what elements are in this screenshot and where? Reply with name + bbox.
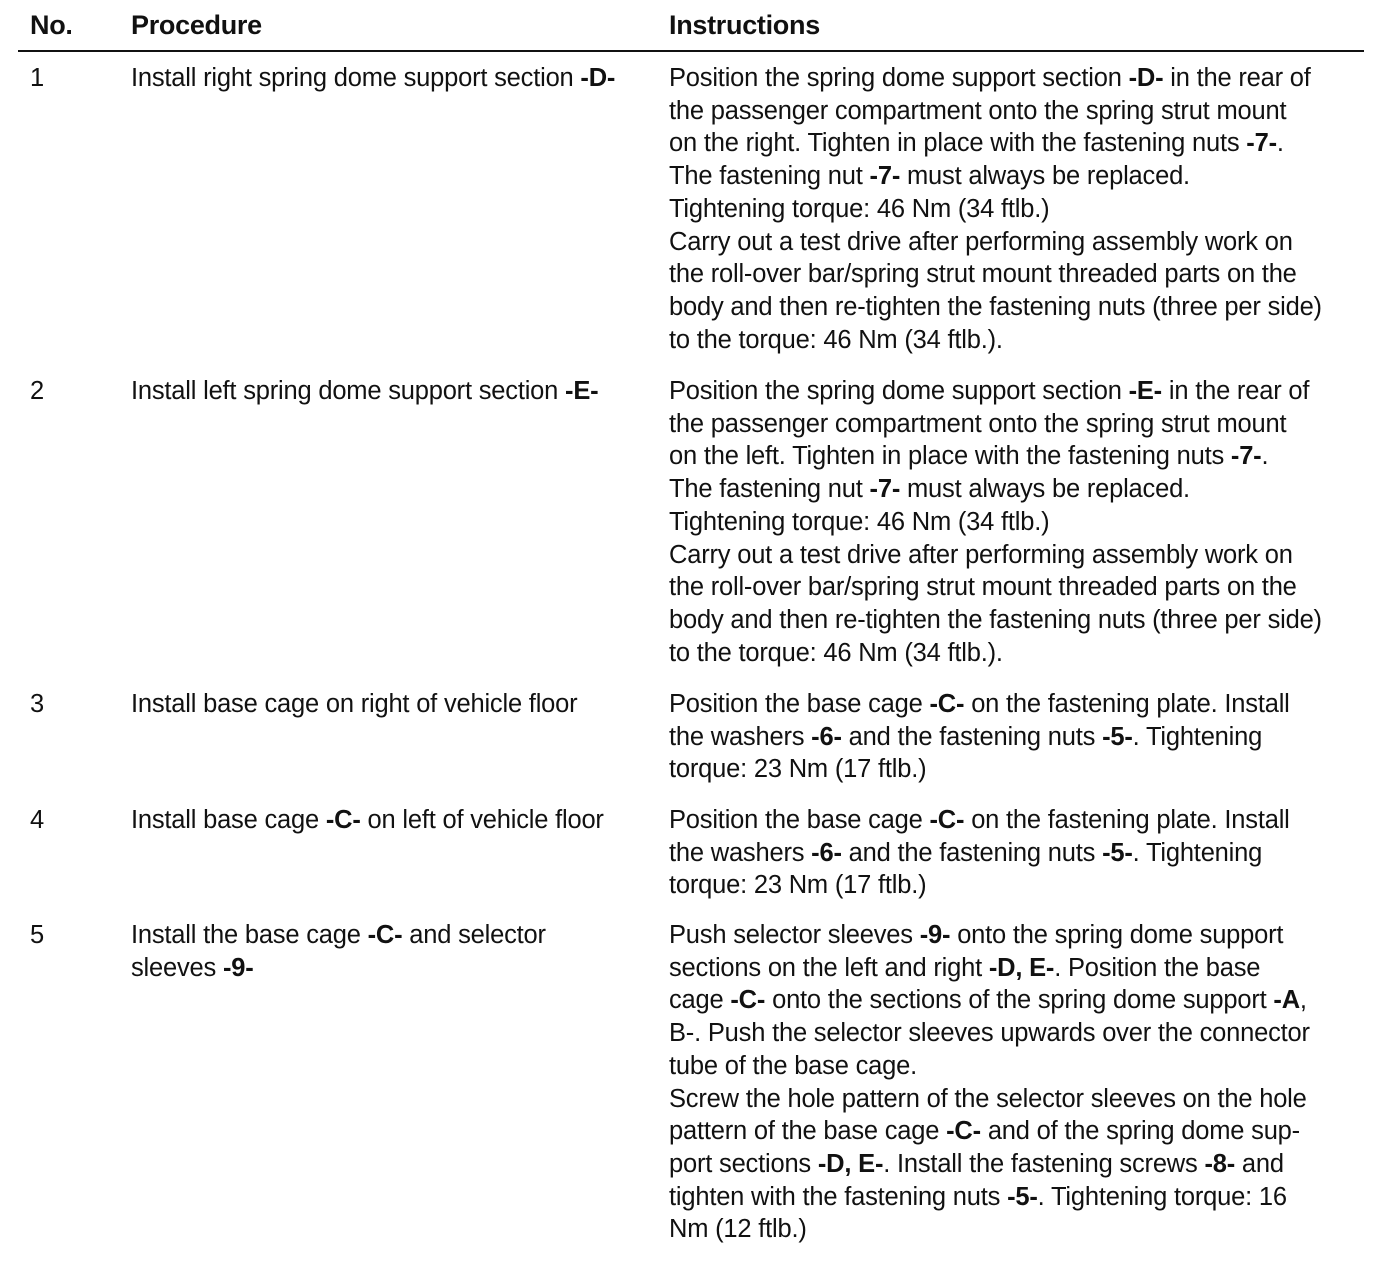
- instruction-line: Position the base cage -C- on the fastening plate. Install: [669, 690, 1290, 718]
- instruction-line: Tightening torque: 46 Nm (34 ftlb.): [669, 507, 1050, 536]
- procedure-line: Install the base cage -C- and selector: [131, 921, 546, 949]
- instruction-line: on the left. Tighten in place with the fastening nuts -7-.: [669, 442, 1269, 471]
- instruction-line: the passenger compartment onto the spring strut mount: [669, 96, 1287, 125]
- instructions-cell: [669, 375, 1359, 669]
- instruction-line: to the torque: 46 Nm (34 ftlb.).: [669, 638, 1003, 667]
- header-procedure: Procedure: [131, 10, 262, 40]
- procedure-cell: [131, 919, 651, 984]
- header-divider: [18, 50, 1364, 52]
- header-no: No.: [30, 10, 73, 40]
- step-number: 4: [30, 806, 44, 834]
- instruction-line: the washers -6- and the fastening nuts -5-. Tightening: [669, 838, 1263, 867]
- procedure-line: Install left spring dome support section -E-: [131, 377, 599, 405]
- instruction-line: cage -C- onto the sections of the spring dome support -A,: [669, 986, 1307, 1015]
- instructions-cell: [669, 804, 1359, 902]
- instruction-line: Carry out a test drive after performing assembly work on: [669, 540, 1293, 569]
- procedure-line: sleeves -9-: [131, 953, 254, 982]
- instruction-line: the roll-over bar/spring strut mount threaded parts on the: [669, 260, 1297, 289]
- instruction-line: Push selector sleeves -9- onto the spring dome support: [669, 921, 1284, 949]
- instruction-line: the washers -6- and the fastening nuts -5-. Tightening: [669, 722, 1263, 751]
- instruction-line: torque: 23 Nm (17 ftlb.): [669, 871, 927, 900]
- instruction-line: body and then re-tighten the fastening nuts (three per side): [669, 605, 1322, 634]
- procedure-cell: [131, 804, 651, 837]
- instruction-line: torque: 23 Nm (17 ftlb.): [669, 755, 927, 784]
- instruction-line: Nm (12 ftlb.): [669, 1215, 807, 1244]
- instruction-line: The fastening nut -7- must always be replaced.: [669, 162, 1190, 191]
- instruction-line: Position the base cage -C- on the fastening plate. Install: [669, 806, 1290, 834]
- table-header: [0, 0, 1392, 52]
- procedure-cell: [131, 62, 651, 95]
- step-number: 2: [30, 377, 44, 405]
- instruction-line: Carry out a test drive after performing assembly work on: [669, 227, 1293, 256]
- instruction-line: tube of the base cage.: [669, 1051, 917, 1080]
- step-number: 5: [30, 921, 44, 949]
- step-number: 3: [30, 690, 44, 718]
- procedure-line: Install base cage -C- on left of vehicle floor: [131, 806, 604, 834]
- instruction-line: pattern of the base cage -C- and of the spring dome sup-: [669, 1117, 1300, 1146]
- instruction-line: the roll-over bar/spring strut mount threaded parts on the: [669, 573, 1297, 602]
- instructions-cell: [669, 62, 1359, 356]
- instruction-line: B-. Push the selector sleeves upwards over the connector: [669, 1019, 1310, 1048]
- instruction-line: The fastening nut -7- must always be replaced.: [669, 475, 1190, 504]
- instruction-line: Screw the hole pattern of the selector sleeves on the hole: [669, 1084, 1307, 1113]
- instruction-line: body and then re-tighten the fastening nuts (three per side): [669, 292, 1322, 321]
- instruction-line: tighten with the fastening nuts -5-. Tightening torque: 16: [669, 1182, 1287, 1211]
- instruction-line: Position the spring dome support section -E- in the rear of: [669, 377, 1310, 405]
- header-instructions: Instructions: [669, 10, 820, 40]
- instruction-line: port sections -D, E-. Install the fastening screws -8- and: [669, 1149, 1284, 1178]
- procedure-cell: [131, 688, 651, 721]
- procedure-line: Install right spring dome support section -D-: [131, 64, 616, 92]
- instruction-line: Position the spring dome support section -D- in the rear of: [669, 64, 1311, 92]
- instructions-cell: [669, 688, 1359, 786]
- instruction-line: to the torque: 46 Nm (34 ftlb.).: [669, 325, 1003, 354]
- instruction-line: sections on the left and right -D, E-. Position the base: [669, 953, 1261, 982]
- instruction-line: Tightening torque: 46 Nm (34 ftlb.): [669, 194, 1050, 223]
- instruction-line: on the right. Tighten in place with the fastening nuts -7-.: [669, 129, 1284, 158]
- instruction-line: the passenger compartment onto the spring strut mount: [669, 409, 1287, 438]
- procedure-line: Install base cage on right of vehicle floor: [131, 690, 578, 718]
- procedure-cell: [131, 375, 651, 408]
- instructions-cell: [669, 919, 1359, 1246]
- step-number: 1: [30, 64, 44, 92]
